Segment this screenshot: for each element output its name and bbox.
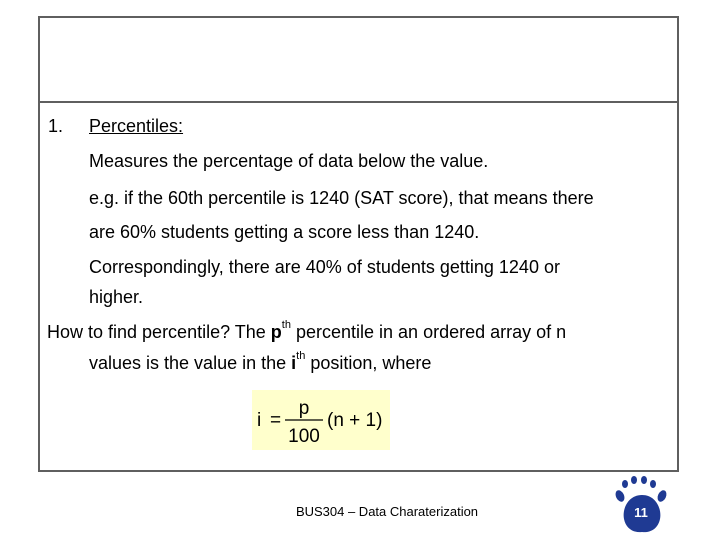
question-text-2-cont: position, where <box>305 353 432 373</box>
question-text: How to find percentile? The <box>47 322 271 342</box>
question-line-1 <box>47 321 566 343</box>
p-symbol: p <box>270 322 282 342</box>
question-text-cont: percentile in an ordered array of n <box>290 322 567 342</box>
formula-lhs: i <box>257 410 262 431</box>
percentile-formula <box>252 390 390 450</box>
section-heading: Percentiles: <box>89 116 184 136</box>
body-line-5: higher. <box>89 287 144 307</box>
i-symbol: i <box>291 353 297 373</box>
body-line-3: are 60% students getting a score less than 1240. <box>89 222 480 242</box>
question-text-2: values is the value in the <box>89 353 292 373</box>
body-line-4: Correspondingly, there are 40% of students getting 1240 or <box>89 257 560 277</box>
th-superscript-2: th <box>296 350 306 362</box>
body-line-2: e.g. if the 60th percentile is 1240 (SAT score), that means there <box>89 188 594 208</box>
formula-denominator: 100 <box>288 426 320 447</box>
formula-equals: = <box>270 410 282 431</box>
title-divider <box>38 101 679 103</box>
formula-numerator: p <box>298 398 310 419</box>
th-superscript: th <box>281 319 291 331</box>
footer-text: BUS304 – Data Charaterization <box>295 504 479 519</box>
page-number: 11 <box>634 505 648 520</box>
formula-rhs: (n + 1) <box>327 410 383 431</box>
question-line-2 <box>89 352 431 374</box>
body-line-1: Measures the percentage of data below the value. <box>89 151 489 171</box>
list-number: 1. <box>48 116 64 136</box>
